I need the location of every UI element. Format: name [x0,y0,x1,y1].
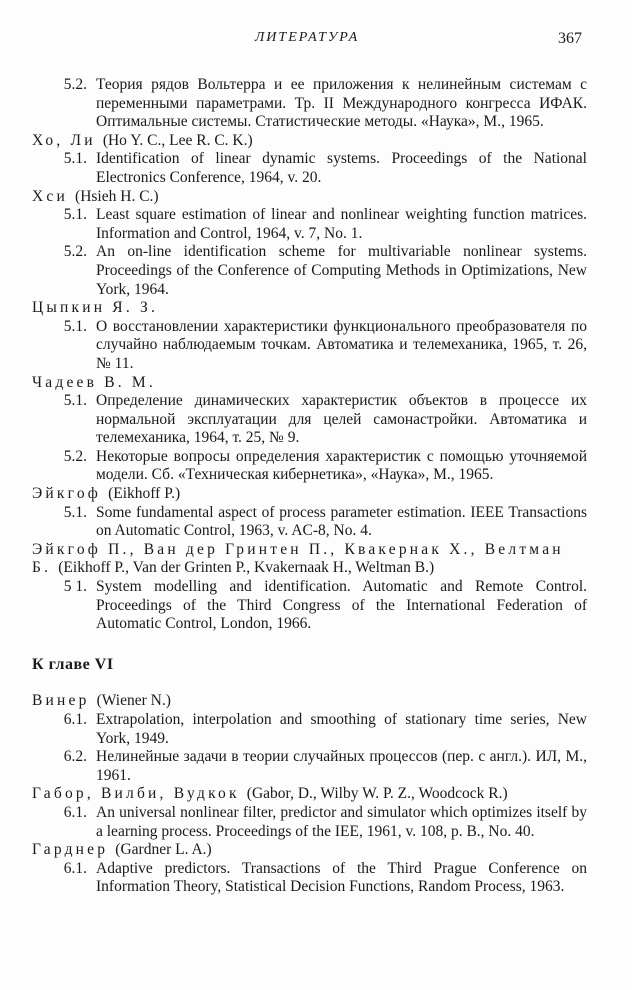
reference-text: Определение динамических характеристик объектов в процессе их нормальной эксплуатации для целей самонастройки. Автоматика и телемеханика, 1964, т. 25, № 9. [96,392,587,447]
reference-entry [32,243,587,299]
reference-number: 5.1. [63,503,87,521]
author-name: Хси [32,187,68,205]
reference-text: An on-line identification scheme for multivariable nonlinear systems. Proceedings of the Conference of Computing Methods in Optimizations, New York, 1964. [96,243,587,298]
author-heading [32,841,587,860]
reference-text: System modelling and identification. Automatic and Remote Control. Proceedings of the Third Congress of the International Federation of Automatic Control, London, 1966. [96,578,587,633]
reference-entry [32,392,587,448]
reference-text: Least square estimation of linear and nonlinear weighting function matrices. Information and Control, 1964, v. 7, No. 1. [96,206,587,242]
reference-text: Нелинейные задачи в теории случайных процессов (пер. с англ.). ИЛ, М., 1961. [96,748,587,784]
reference-entry [32,206,587,243]
reference-number: 5.1. [63,392,87,410]
reference-text: Extrapolation, interpolation and smoothing of stationary time series, New York, 1949. [96,711,587,747]
reference-number: 5.2. [63,243,87,261]
reference-number: 6.2. [63,748,87,766]
reference-text: Некоторые вопросы определения характеристик с помощью уточняемой модели. Сб. «Техническая кибернетика», «Наука», М., 1965. [96,447,587,484]
author-name: Гарднер [32,841,109,859]
author-name: Габор, Вилби, Вудкок [32,785,240,803]
reference-text: Теория рядов Вольтерра и ее приложения к нелинейным системам с переменными параметрами. Тр. II Международного конгресса ИФАК. Оптимальные системы. Статистические методы. «Наука», М., 1965. [96,76,587,131]
reference-entry [32,504,587,541]
author-heading [32,485,587,504]
bibliography-chapter-v-continued [32,76,587,634]
author-heading [32,692,587,711]
reference-entry [32,711,587,748]
author-name-latin: (Eikhoff P.) [108,485,181,503]
reference-text: An universal nonlinear filter, predictor and simulator which optimizes itself by a learning process. Proceedings of the IEE, 1961, v. 108, p. B., No. 40. [96,803,587,840]
author-heading [32,188,587,207]
reference-number: 5.1. [63,150,87,168]
reference-number: 5.2. [63,76,87,93]
author-heading [32,785,587,804]
reference-entry [32,578,587,634]
reference-entry [32,860,587,897]
page-header [32,30,582,52]
reference-number: 6.1. [63,711,87,728]
author-heading [32,374,587,393]
reference-number: 6.1. [63,803,87,821]
author-name: Цыпкин Я. З. [32,299,159,317]
reference-number: 5.1. [63,206,87,224]
reference-entry [32,804,587,841]
author-heading [32,299,587,318]
author-name-latin: (Eikhoff P., Van der Grinten P., Kvakernaak H., Weltman B.) [58,559,435,577]
author-name: Эйкгоф [32,485,102,503]
reference-entry [32,76,587,132]
author-name-latin: (Hsieh H. C.) [75,187,159,205]
reference-number: 5 1. [63,578,87,596]
reference-entry [32,318,587,374]
author-name-latin: (Ho Y. C., Lee R. C. K.) [102,131,253,149]
author-name: Чадеев В. М. [32,373,156,391]
running-head: ЛИТЕРАТУРА [254,30,360,45]
reference-number: 5.1. [63,317,87,335]
reference-entry [32,448,587,485]
reference-text: Identification of linear dynamic systems. Proceedings of the National Electronics Conference, 1964, v. 20. [96,150,587,186]
author-name-latin: (Gabor, D., Wilby W. P. Z., Woodcock R.) [246,785,508,803]
author-heading [32,132,587,151]
reference-text: Some fundamental aspect of process parameter estimation. IEEE Transactions on Automatic Control, 1963, v. AC-8, No. 4. [96,503,587,540]
reference-text: Adaptive predictors. Transactions of the Third Prague Conference on Information Theory, Statistical Decision Functions, Random Process, 1963. [96,859,587,896]
author-name: Винер [32,692,90,710]
author-name-latin: (Gardner L. A.) [115,841,212,859]
author-name: Эйкгоф П., Ван дер Гринтен П., Квакернак Х., Велтман Б. [32,540,564,577]
section-heading: К главе VI [32,655,114,673]
bibliography [32,76,587,897]
author-name: Хо, Ли [32,131,96,149]
reference-entry [32,150,587,187]
author-name-latin: (Wiener N.) [96,692,171,710]
reference-text: О восстановлении характеристики функционального преобразователя по случайно наблюдаемым точкам. Автоматика и телемеханика, 1965, т. 26, № 11. [96,317,587,372]
reference-entry [32,748,587,785]
page-number: 367 [558,30,582,47]
author-heading [32,541,587,578]
reference-number: 6.1. [63,859,87,877]
reference-number: 5.2. [63,447,87,465]
bibliography-chapter-vi [32,692,587,897]
